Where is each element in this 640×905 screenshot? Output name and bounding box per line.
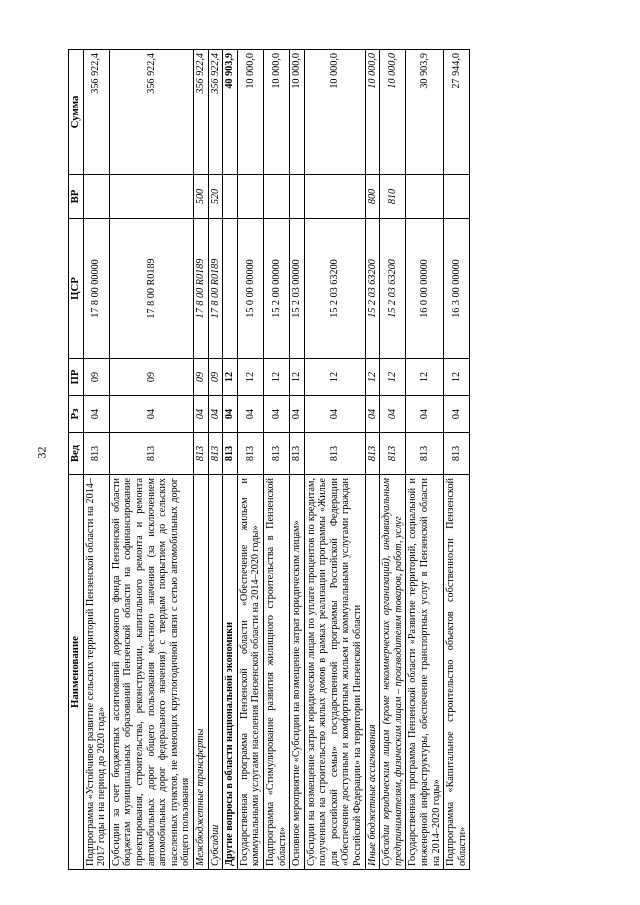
cell-rz: 04 xyxy=(208,396,223,433)
cell-name: Государственная программа Пензенской области «Развитие территорий, социальной и инженерной инфраструктуры, обеспечение транспортных услуг в Пензенской области на 2014–2020 годы» xyxy=(406,475,444,870)
col-rz-header: Рз xyxy=(69,396,84,433)
cell-ved: 813 xyxy=(193,433,208,475)
cell-vr xyxy=(83,175,109,219)
table-row xyxy=(380,50,406,870)
table-row xyxy=(83,50,109,870)
cell-rz: 04 xyxy=(193,396,208,433)
cell-name: Подпрограмма «Капитальное строительство объектов собственности Пензенской области» xyxy=(444,475,470,870)
cell-sum: 27 944,0 xyxy=(444,50,470,175)
cell-rz: 04 xyxy=(444,396,470,433)
cell-sum: 10 000,0 xyxy=(304,50,365,175)
cell-rz: 04 xyxy=(380,396,406,433)
cell-csr: 15 2 03 63200 xyxy=(380,219,406,359)
header-row xyxy=(69,50,84,870)
cell-csr: 15 2 03 00000 xyxy=(290,219,305,359)
cell-csr xyxy=(223,219,238,359)
cell-ved: 813 xyxy=(290,433,305,475)
cell-sum: 356 922,4 xyxy=(193,50,208,175)
cell-vr xyxy=(444,175,470,219)
cell-name: Государственная программа Пензенской области «Обеспечение жильем и коммунальными услугами населения Пензенской области на 2014–2020 годы» xyxy=(237,475,263,870)
col-vr-header: ВР xyxy=(69,175,84,219)
cell-csr: 15 2 03 63200 xyxy=(365,219,380,359)
cell-sum: 40 903,9 xyxy=(223,50,238,175)
col-ved-header: Вед xyxy=(69,433,84,475)
cell-csr: 15 2 03 63200 xyxy=(304,219,365,359)
cell-vr: 810 xyxy=(380,175,406,219)
col-csr-header: ЦСР xyxy=(69,219,84,359)
cell-sum: 10 000,0 xyxy=(365,50,380,175)
cell-pr: 12 xyxy=(444,359,470,396)
cell-pr: 12 xyxy=(304,359,365,396)
cell-ved: 813 xyxy=(83,433,109,475)
cell-name: Подпрограмма «Стимулирование развития жилищного строительства в Пензенской области» xyxy=(263,475,289,870)
cell-name: Межбюджетные трансферты xyxy=(193,475,208,870)
table-row xyxy=(365,50,380,870)
cell-ved: 813 xyxy=(304,433,365,475)
cell-ved: 813 xyxy=(406,433,444,475)
cell-csr: 17 8 00 R0189 xyxy=(109,219,193,359)
cell-rz: 04 xyxy=(365,396,380,433)
cell-sum: 356 922,4 xyxy=(109,50,193,175)
table-row xyxy=(193,50,208,870)
cell-vr: 520 xyxy=(208,175,223,219)
col-sum-header: Сумма xyxy=(69,50,84,175)
cell-name: Подпрограмма «Устойчивое развитие сельских территорий Пензенской области на 2014–2017 годы и на период до 2020 года» xyxy=(83,475,109,870)
cell-pr: 12 xyxy=(406,359,444,396)
cell-pr: 12 xyxy=(223,359,238,396)
cell-name: Субсидии за счет бюджетных ассигнований дорожного фонда Пензенской области бюджетам муниципальных образований Пензенской области на софинансирование проектирования, строительства, реконструкции, капитального ремонта и ремонта автомобильных дорог общего пользования местного значения (за исключением автомобильных дорог федерального значения) с твердым покрытием до сельских населенных пунктов, не имеющих круглогодичной связи с сетью автомобильных дорог общего пользования xyxy=(109,475,193,870)
cell-ved: 813 xyxy=(365,433,380,475)
cell-name: Основное мероприятие «Субсидии на возмещение затрат юридическим лицам» xyxy=(290,475,305,870)
cell-pr: 12 xyxy=(365,359,380,396)
cell-pr: 09 xyxy=(208,359,223,396)
cell-name: Субсидии юридическим лицам (кроме некоммерческих организаций), индивидуальным предпринимателям, физическим лицам – производителям товаров, работ, услуг xyxy=(380,475,406,870)
cell-rz: 04 xyxy=(109,396,193,433)
table-row xyxy=(444,50,470,870)
table-row xyxy=(237,50,263,870)
cell-pr: 12 xyxy=(237,359,263,396)
table-row xyxy=(290,50,305,870)
table-row xyxy=(223,50,238,870)
table-row xyxy=(304,50,365,870)
cell-pr: 12 xyxy=(290,359,305,396)
cell-rz: 04 xyxy=(83,396,109,433)
cell-vr xyxy=(406,175,444,219)
cell-rz: 04 xyxy=(223,396,238,433)
cell-csr: 15 2 00 00000 xyxy=(263,219,289,359)
cell-vr xyxy=(109,175,193,219)
cell-csr: 16 3 00 00000 xyxy=(444,219,470,359)
cell-sum: 10 000,0 xyxy=(237,50,263,175)
cell-vr xyxy=(290,175,305,219)
cell-vr: 800 xyxy=(365,175,380,219)
cell-sum: 10 000,0 xyxy=(290,50,305,175)
cell-sum: 10 000,0 xyxy=(263,50,289,175)
budget-table xyxy=(68,49,470,870)
cell-pr: 09 xyxy=(193,359,208,396)
table-row xyxy=(109,50,193,870)
table-row xyxy=(406,50,444,870)
rotated-page xyxy=(68,50,606,870)
cell-name: Другие вопросы в области национальной экономики xyxy=(223,475,238,870)
cell-sum: 356 922,4 xyxy=(208,50,223,175)
table-row xyxy=(263,50,289,870)
cell-rz: 04 xyxy=(406,396,444,433)
cell-sum: 30 903,9 xyxy=(406,50,444,175)
cell-csr: 16 0 00 00000 xyxy=(406,219,444,359)
cell-csr: 17 8 00 00000 xyxy=(83,219,109,359)
table-body xyxy=(83,50,470,870)
cell-name: Иные бюджетные ассигнования xyxy=(365,475,380,870)
cell-csr: 15 0 00 00000 xyxy=(237,219,263,359)
cell-pr: 12 xyxy=(380,359,406,396)
cell-ved: 813 xyxy=(237,433,263,475)
cell-rz: 04 xyxy=(237,396,263,433)
cell-vr xyxy=(223,175,238,219)
cell-ved: 813 xyxy=(263,433,289,475)
cell-rz: 04 xyxy=(263,396,289,433)
cell-ved: 813 xyxy=(109,433,193,475)
cell-ved: 813 xyxy=(444,433,470,475)
cell-vr xyxy=(263,175,289,219)
table-row xyxy=(208,50,223,870)
col-pr-header: ПР xyxy=(69,359,84,396)
cell-vr xyxy=(237,175,263,219)
cell-rz: 04 xyxy=(290,396,305,433)
cell-rz: 04 xyxy=(304,396,365,433)
cell-vr xyxy=(304,175,365,219)
cell-ved: 813 xyxy=(223,433,238,475)
cell-pr: 09 xyxy=(83,359,109,396)
cell-sum: 10 000,0 xyxy=(380,50,406,175)
cell-pr: 12 xyxy=(263,359,289,396)
cell-name: Субсидии xyxy=(208,475,223,870)
cell-csr: 17 8 00 R0189 xyxy=(193,219,208,359)
cell-sum: 356 922,4 xyxy=(83,50,109,175)
cell-name: Субсидии на возмещение затрат юридическим лицам по уплате процентов по кредитам, полученным на строительство жилых домов в рамках реализации программы «Жилье для российской семьи» государственной программы Российской Федерации «Обеспечение доступным и комфортным жильем и коммунальными услугами граждан Российской Федерации» на территории Пензенской области xyxy=(304,475,365,870)
cell-ved: 813 xyxy=(380,433,406,475)
cell-csr: 17 8 00 R0189 xyxy=(208,219,223,359)
col-name-header: Наименование xyxy=(69,475,84,870)
cell-vr: 500 xyxy=(193,175,208,219)
page-number: 32 xyxy=(34,446,49,459)
cell-ved: 813 xyxy=(208,433,223,475)
cell-pr: 09 xyxy=(109,359,193,396)
